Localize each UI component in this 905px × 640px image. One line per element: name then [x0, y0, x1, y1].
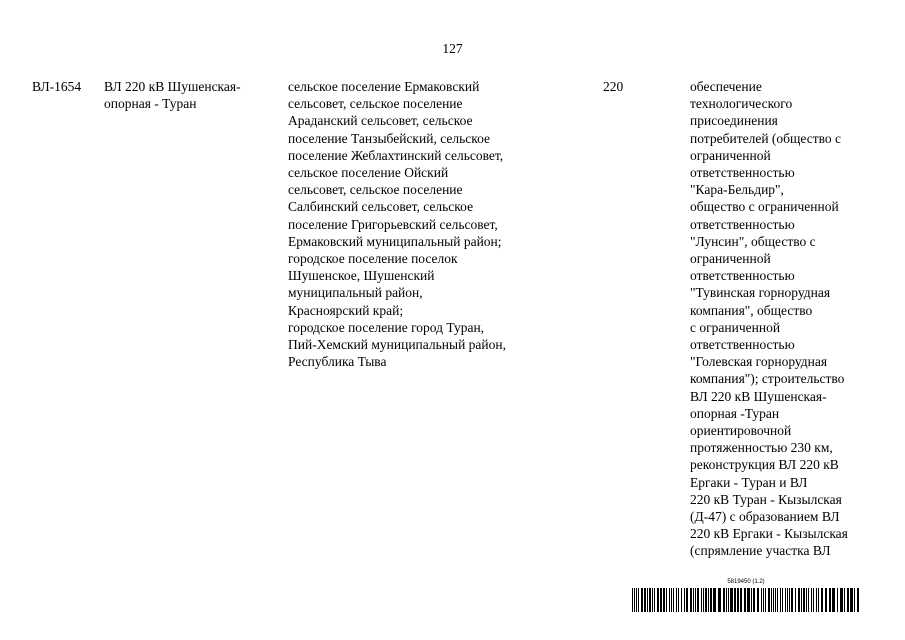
- line-name: ВЛ 220 кВ Шушенская- опорная - Туран: [104, 79, 241, 112]
- voltage-value: 220: [603, 79, 624, 94]
- barcode-label: 5819450 (1.2): [727, 579, 765, 585]
- page-number: 127: [442, 41, 463, 56]
- purpose-description: обеспечение технологического присоединения потребителей (общество с ограниченной ответственностью "Кара-Бельдир", общество с ограниченной ответственностью "Лунсин", общество с ограниченной ответственностью "Тувинская горнорудная компания", общество с ограниченной ответственностью "Голевская горнорудная компания"); строительство ВЛ 220 кВ Шушенская- опорная -Туран ориентировочной протяженностью 230 км, реконструкция ВЛ 220 кВ Ергаки - Туран и ВЛ 220 кВ Туран - Кызылская (Д-47) с образованием ВЛ 220 кВ Ергаки - Кызылская (спрямление участка ВЛ: [690, 79, 848, 559]
- barcode-bars-icon: [632, 588, 860, 612]
- line-code: ВЛ-1654: [32, 79, 82, 94]
- barcode: [632, 579, 860, 613]
- territory-description: сельское поселение Ермаковский сельсовет, сельское поселение Араданский сельсовет, сельское поселение Танзыбейский, сельское поселение Жеблахтинский сельсовет, сельское поселение Ойский сельсовет, сельское поселение Салбинский сельсовет, сельское поселение Григорьевский сельсовет, Ермаковский муниципальный район; городское поселение поселок Шушенское, Шушенский муниципальный район, Красноярский край; городское поселение город Туран, Пий-Хемский муниципальный район, Республика Тыва: [288, 79, 506, 370]
